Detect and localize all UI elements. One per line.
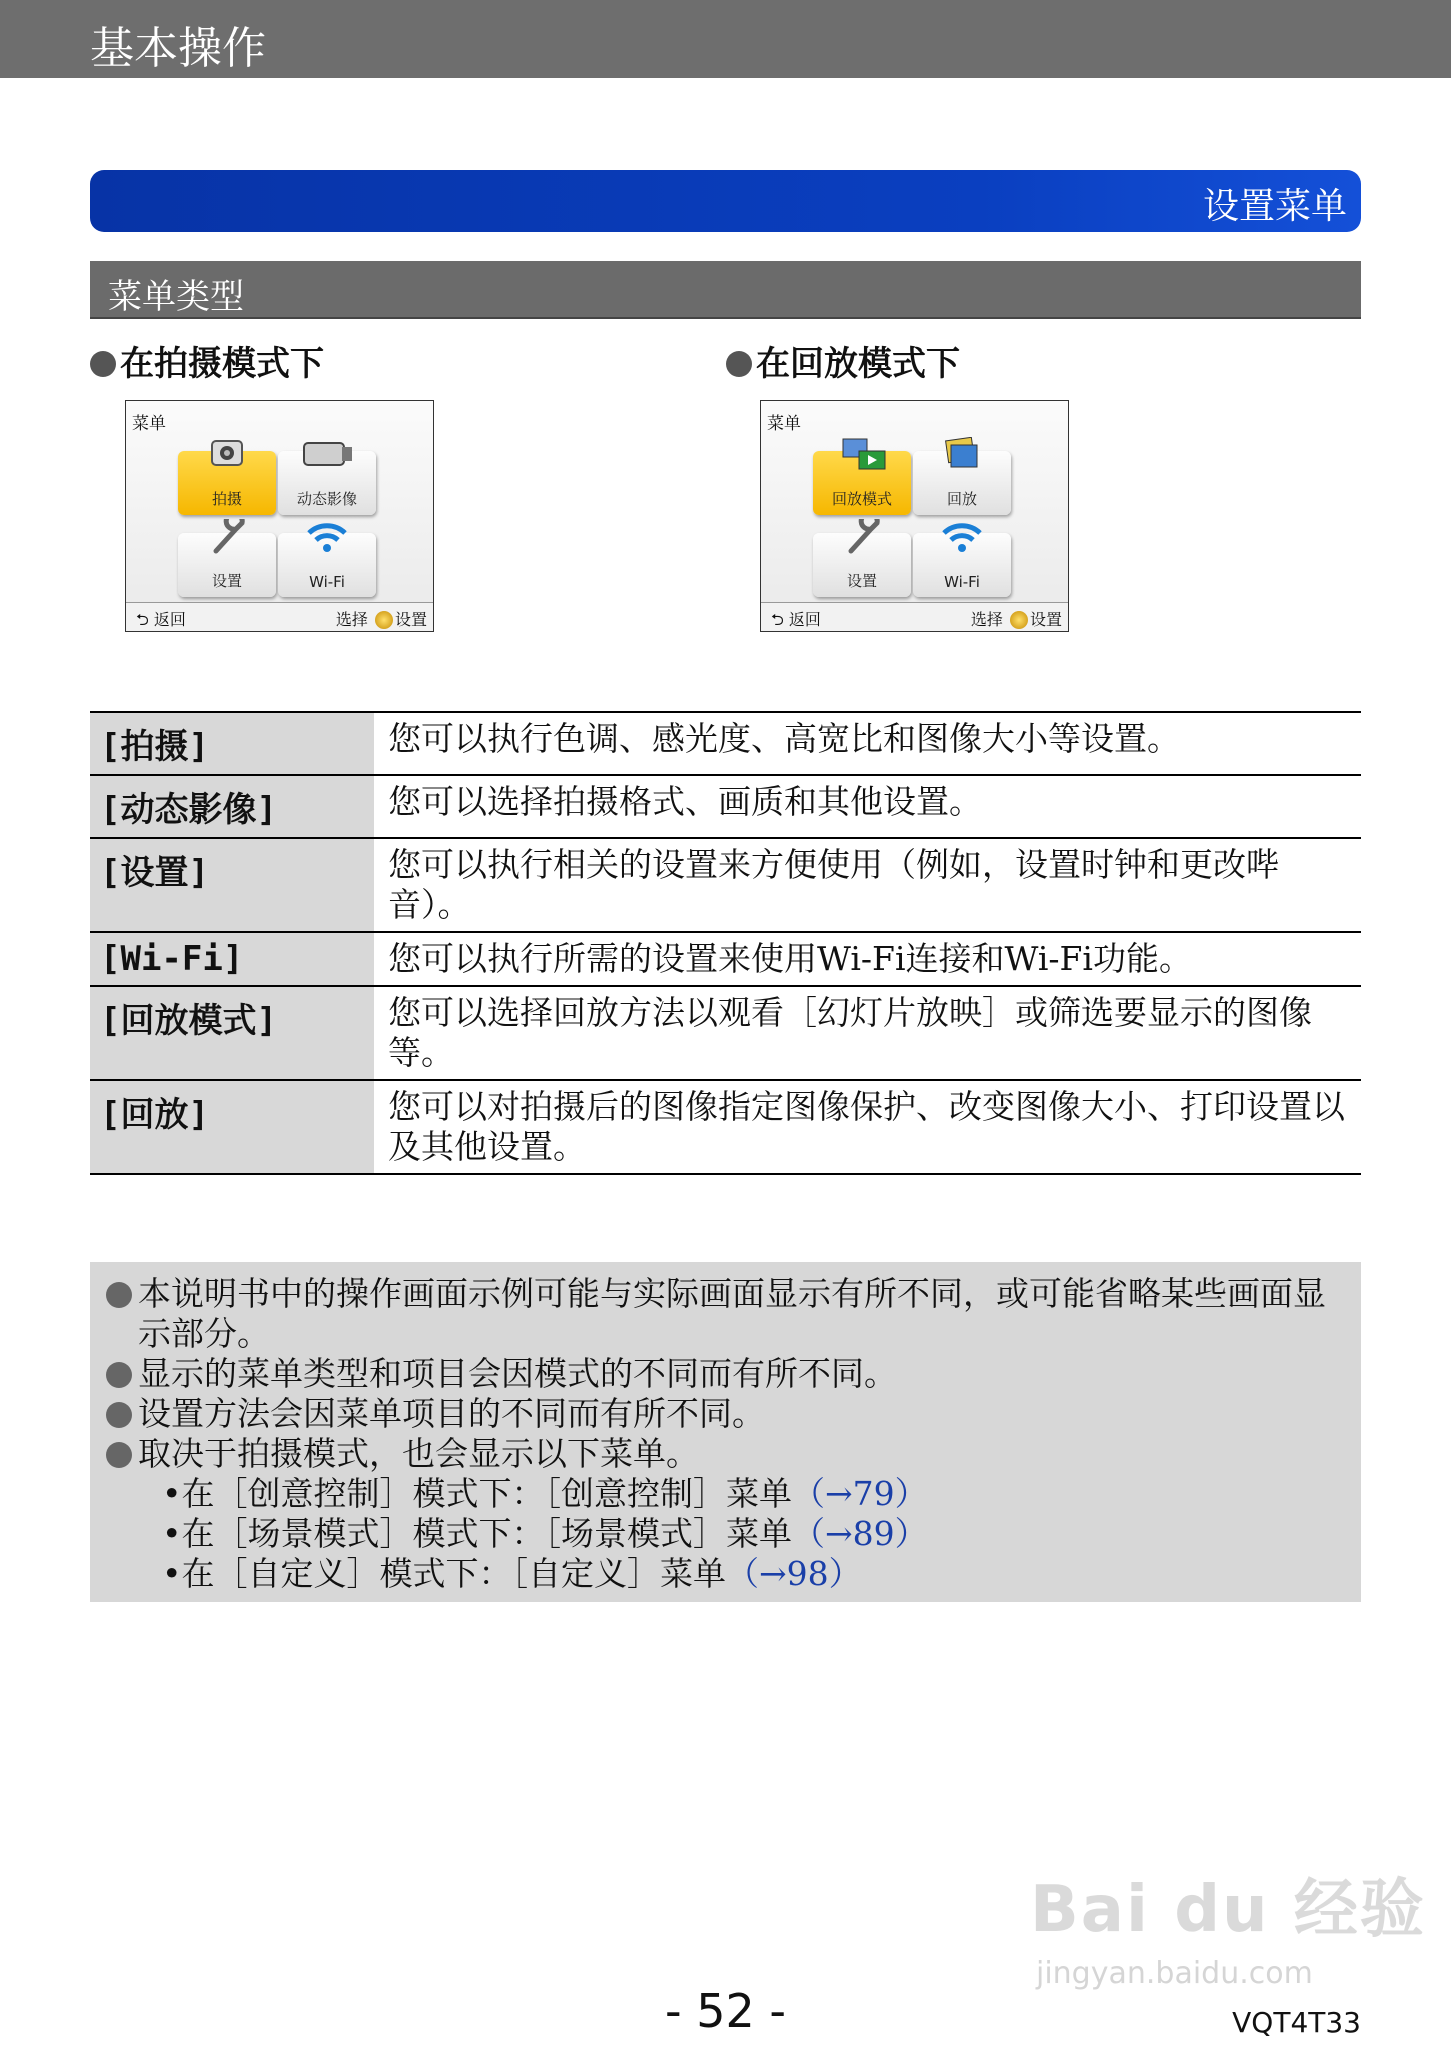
document-code: VQT4T33 <box>1232 2006 1361 2039</box>
tile-rec <box>178 451 276 515</box>
row-description: 您可以选择拍摄格式、画质和其他设置。 <box>388 782 982 821</box>
tile-label: 回放模式 <box>831 490 892 508</box>
video-camera-icon <box>278 437 376 473</box>
table-row <box>90 933 1361 987</box>
set-label: 设置 <box>394 610 427 629</box>
tile-label: 回放 <box>946 490 977 508</box>
row-description: 您可以对拍摄后的图像指定图像保护、改变图像大小、打印设置以及其他设置。 <box>388 1087 1345 1166</box>
sub-note-text: •在［创意控制］模式下：［创意控制］菜单 <box>162 1474 792 1513</box>
notes-box <box>90 1262 1361 1602</box>
row-description: 您可以执行色调、感光度、高宽比和图像大小等设置。 <box>388 719 1180 758</box>
wifi-icon <box>278 519 376 555</box>
page-reference-link[interactable]: （→98） <box>725 1554 862 1593</box>
screen-footer <box>126 602 433 631</box>
tile-wifi <box>913 533 1011 597</box>
table-row <box>90 776 1361 839</box>
select-label: 选择 <box>335 610 368 629</box>
page-reference-link[interactable]: （→89） <box>791 1514 928 1553</box>
watermark-logo: Bai du 经验 <box>1030 1873 1426 1947</box>
table-row <box>90 713 1361 776</box>
sub-note <box>106 1554 1345 1594</box>
cursor-button-icon <box>375 611 393 629</box>
row-key: [拍摄] <box>90 713 374 774</box>
screen-footer <box>761 602 1068 631</box>
sub-note-text: •在［场景模式］模式下：［场景模式］菜单 <box>162 1514 792 1553</box>
section-title: 菜单类型 <box>108 277 244 317</box>
note-item: 设置方法会因菜单项目的不同而有所不同。 <box>106 1394 1345 1434</box>
row-key: [Wi-Fi] <box>90 933 374 985</box>
bullet-icon <box>726 351 752 377</box>
tile-label: 设置 <box>846 572 877 590</box>
photos-icon <box>913 437 1011 473</box>
page-reference-link[interactable]: （→79） <box>791 1474 928 1513</box>
play-mode-heading-text: 在回放模式下 <box>756 344 960 384</box>
row-key: [设置] <box>90 839 374 931</box>
table-row <box>90 987 1361 1081</box>
tile-setup <box>178 533 276 597</box>
tile-wifi <box>278 533 376 597</box>
back-label: 返回 <box>153 610 186 629</box>
tile-label: 动态影像 <box>296 490 357 508</box>
page-number: - 52 - <box>665 1984 786 2038</box>
play-menu-screenshot <box>760 400 1069 632</box>
tile-label: Wi-Fi <box>944 573 980 591</box>
screen-menu-label: 菜单 <box>132 414 166 434</box>
play-mode-heading <box>726 336 960 385</box>
rec-mode-heading-text: 在拍摄模式下 <box>120 344 324 384</box>
bullet-icon <box>90 351 116 377</box>
select-set-hint <box>336 607 427 630</box>
chapter-title: 基本操作 <box>90 23 266 74</box>
row-description: 您可以选择回放方法以观看［幻灯片放映］或筛选要显示的图像等。 <box>388 993 1312 1072</box>
menu-types-table <box>90 711 1361 1175</box>
playback-mode-icon <box>813 437 911 473</box>
select-label: 选择 <box>970 610 1003 629</box>
sub-note <box>106 1474 1345 1514</box>
row-key: [回放模式] <box>90 987 374 1079</box>
wifi-icon <box>913 519 1011 555</box>
watermark-url: jingyan.baidu.com <box>1036 1956 1313 1991</box>
note-item: 本说明书中的操作画面示例可能与实际画面显示有所不同，或可能省略某些画面显示部分。 <box>106 1274 1345 1354</box>
tile-label: 拍摄 <box>211 490 242 508</box>
sub-note <box>106 1514 1345 1554</box>
row-key: [动态影像] <box>90 776 374 837</box>
sub-note-text: •在［自定义］模式下：［自定义］菜单 <box>162 1554 726 1593</box>
tile-label: Wi-Fi <box>309 573 345 591</box>
table-row <box>90 1081 1361 1175</box>
rec-menu-screenshot <box>125 400 434 632</box>
tile-motion-picture <box>278 451 376 515</box>
section-header <box>90 261 1361 319</box>
screen-menu-label: 菜单 <box>767 414 801 434</box>
camera-icon <box>178 437 276 473</box>
select-set-hint <box>971 607 1062 630</box>
top-header-bar <box>0 0 1451 78</box>
note-item: 显示的菜单类型和项目会因模式的不同而有所不同。 <box>106 1354 1345 1394</box>
back-label: 返回 <box>788 610 821 629</box>
band-label: 设置菜单 <box>1202 186 1347 227</box>
row-description: 您可以执行所需的设置来使用Wi-Fi连接和Wi-Fi功能。 <box>388 939 1192 978</box>
row-description: 您可以执行相关的设置来方便使用（例如，设置时钟和更改哔音）。 <box>388 845 1279 924</box>
chapter-band <box>90 170 1361 232</box>
wrench-icon <box>813 519 911 555</box>
tile-playback-mode <box>813 451 911 515</box>
rec-mode-heading <box>90 336 324 385</box>
cursor-button-icon <box>1010 611 1028 629</box>
tile-playback <box>913 451 1011 515</box>
tile-label: 设置 <box>211 572 242 590</box>
note-item: 取决于拍摄模式，也会显示以下菜单。 <box>106 1434 1345 1474</box>
tile-setup <box>813 533 911 597</box>
back-hint: ⮌ 返回 <box>136 610 186 629</box>
row-key: [回放] <box>90 1081 374 1173</box>
table-row <box>90 839 1361 933</box>
back-hint: ⮌ 返回 <box>771 610 821 629</box>
set-label: 设置 <box>1029 610 1062 629</box>
wrench-icon <box>178 519 276 555</box>
